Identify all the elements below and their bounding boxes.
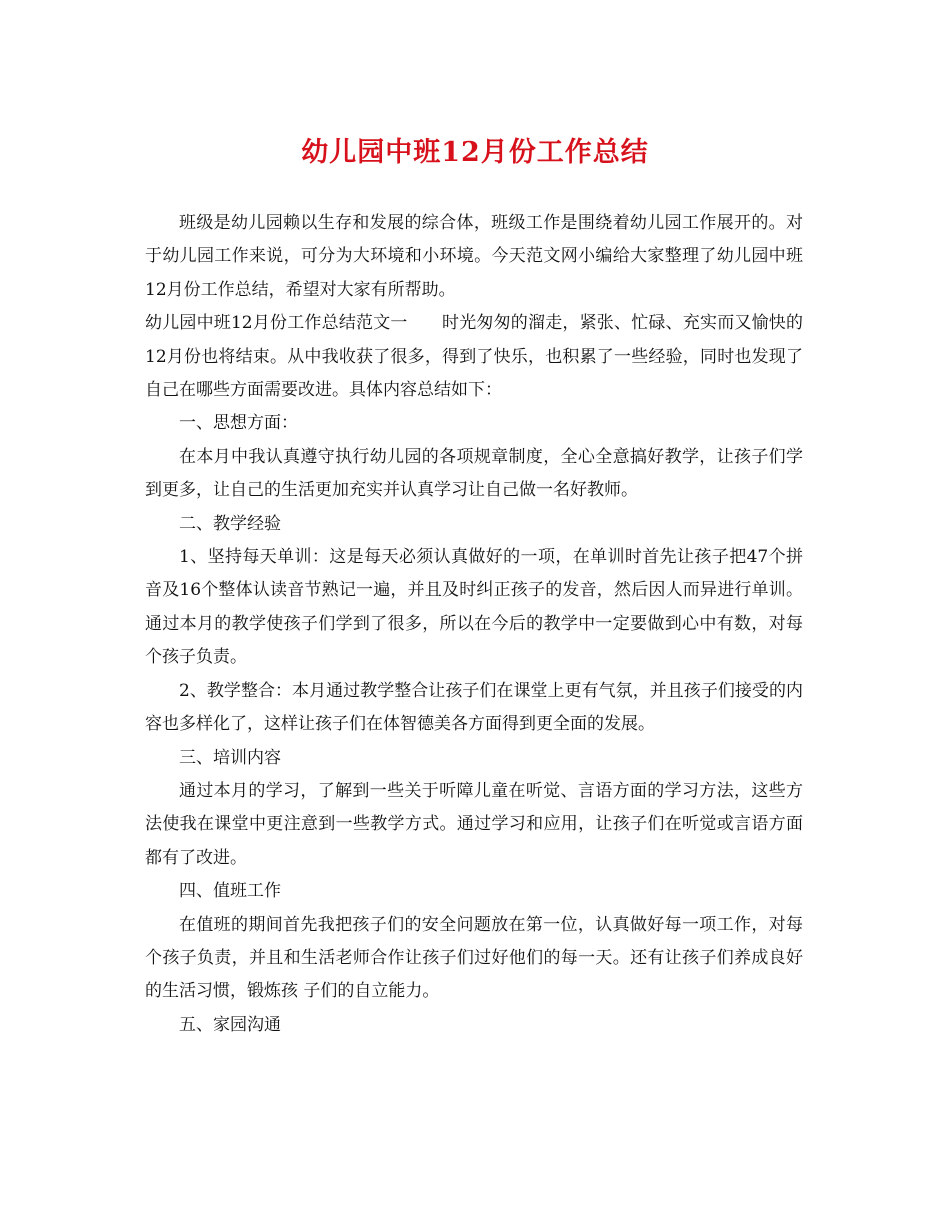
- paragraph-thought: 在本月中我认真遵守执行幼儿园的各项规章制度，全心全意搞好教学，让孩子们学到更多，让自己的生活更加充实并认真学习让自己做一名好教师。: [145, 446, 803, 501]
- section-heading-teaching: 二、教学经验: [179, 513, 281, 534]
- paragraph-training: 通过本月的学习，了解到一些关于听障儿童在听觉、言语方面的学习方法，这些方法使我在课堂中更注意到一些教学方式。通过学习和应用，让孩子们在听觉或言语方面都有了改进。: [145, 780, 803, 868]
- paragraph-teaching-1: 1、坚持每天单训：这是每天必须认真做好的一项，在单训时首先让孩子把47个拼音及16个整体认读音节熟记一遍，并且及时纠正孩子的发音，然后因人而异进行单训。通过本月的教学使孩子们学到了很多，所以在今后的教学中一定要做到心中有数，对每个孩子负责。: [145, 547, 803, 668]
- section-heading-training: 三、培训内容: [179, 747, 281, 768]
- paragraph-duty: 在值班的期间首先我把孩子们的安全问题放在第一位，认真做好每一项工作，对每个孩子负责，并且和生活老师合作让孩子们过好他们的每一天。还有让孩子们养成良好的生活习惯，锻炼孩 子们的自立能力。: [145, 914, 803, 1002]
- paragraph-sample-heading: 幼儿园中班12月份工作总结范文一 时光匆匆的溜走，紧张、忙碌、充实而又愉快的12月份也将结束。从中我收获了很多，得到了快乐，也积累了一些经验，同时也发现了自己在哪些方面需要改进。具体内容总结如下：: [145, 313, 803, 401]
- paragraph-teaching-2: 2、教学整合：本月通过教学整合让孩子们在课堂上更有气氛，并且孩子们接受的内容也多样化了，这样让孩子们在体智德美各方面得到更全面的发展。: [145, 680, 803, 735]
- section-heading-home: 五、家园沟通: [179, 1014, 281, 1035]
- document-title: 幼儿园中班12月份工作总结: [301, 137, 649, 168]
- section-heading-duty: 四、值班工作: [179, 881, 281, 902]
- document-body: [145, 207, 803, 1042]
- paragraph-intro: 班级是幼儿园赖以生存和发展的综合体，班级工作是围绕着幼儿园工作展开的。对于幼儿园工作来说，可分为大环境和小环境。今天范文网小编给大家整理了幼儿园中班12月份工作总结，希望对大家有所帮助。: [145, 213, 803, 300]
- section-heading-thought: 一、思想方面：: [179, 413, 298, 434]
